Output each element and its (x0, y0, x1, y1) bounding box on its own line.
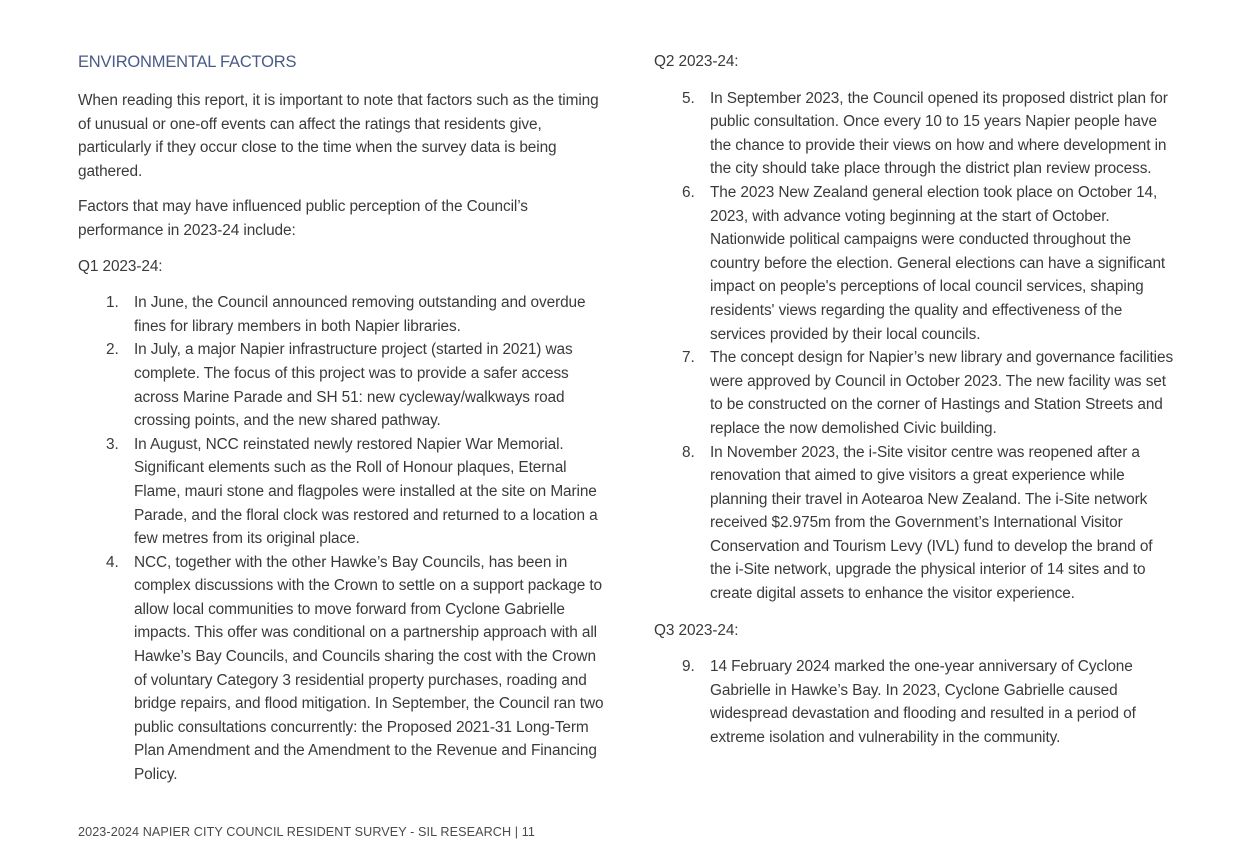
q2-list (654, 87, 1174, 606)
list-item (654, 441, 1174, 606)
list-item-number: 6. (682, 183, 695, 201)
list-item-number: 8. (682, 443, 695, 461)
list-item-text: In November 2023, the i-Site visitor centre was reopened after a renovation that aimed to give visitors a great experience while planning their travel in Aotearoa New Zealand. The i-Site network received $2.975m from the Government’s International Visitor Conservation and Tourism Levy (IVL) fund to develop the brand of the i-Site network, upgrade the physical interior of 14 sites and to create digital assets to enhance the visitor experience. (710, 443, 1153, 603)
list-item-number: 9. (682, 658, 695, 676)
list-item (654, 87, 1174, 181)
list-item-text: In June, the Council announced removing outstanding and overdue fines for library members in both Napier libraries. (134, 294, 586, 335)
list-item-text: NCC, together with the other Hawke’s Bay Councils, has been in complex discussions with the Crown to settle on a support package to allow local communities to move forward from Cyclone Gabrielle impacts. This offer was conditional on a partnership approach with all Hawke’s Bay Councils, and Councils sharing the cost with the Crown of voluntary Category 3 residential property purchases, roading and bridge repairs, and flood mitigation. In September, the Council ran two public consultations concurrently: the Proposed 2021-31 Long-Term Plan Amendment and the Amendment to the Revenue and Financing Policy. (134, 553, 604, 784)
list-item-text: In August, NCC reinstated newly restored Napier War Memorial. Significant elements such as the Roll of Honour plaques, Eternal Flame, mauri stone and flagpoles were installed at the site on Marine Parade, and the floral clock was restored and returned to a location a few metres from its original place. (134, 435, 598, 548)
list-item (78, 433, 606, 551)
q3-list (654, 655, 1174, 749)
list-item (654, 181, 1174, 346)
q1-label: Q1 2023-24: (78, 257, 163, 275)
list-item-text: The concept design for Napier’s new library and governance facilities were approved by Council in October 2023. The new facility was set to be constructed on the corner of Hastings and Station Streets and replace the now demolished Civic building. (710, 349, 1174, 437)
list-item-text: In July, a major Napier infrastructure project (started in 2021) was complete. The focus of this project was to provide a safer access across Marine Parade and SH 51: new cycleway/walkways road crossing points, and the new shared pathway. (134, 341, 573, 430)
q2-label: Q2 2023-24: (654, 53, 739, 70)
right-column (654, 50, 1174, 763)
q3-label: Q3 2023-24: (654, 621, 739, 639)
list-item-number: 4. (106, 553, 119, 571)
factors-paragraph: Factors that may have influenced public perception of the Council’s performance in 2023-24 include: (78, 198, 528, 239)
page-footer: 2023-2024 NAPIER CITY COUNCIL RESIDENT SURVEY - SIL RESEARCH | 11 (78, 825, 536, 839)
list-item (654, 346, 1174, 440)
list-item-number: 1. (106, 294, 119, 312)
list-item (78, 291, 606, 338)
list-item-number: 7. (682, 349, 695, 367)
list-item-number: 2. (106, 341, 119, 359)
list-item (78, 338, 606, 432)
list-item (654, 655, 1174, 749)
list-item-number: 5. (682, 89, 695, 107)
list-item-number: 3. (106, 435, 119, 453)
list-item (78, 551, 606, 787)
q1-list (78, 291, 606, 786)
left-column (78, 50, 606, 799)
list-item-text: The 2023 New Zealand general election took place on October 14, 2023, with advance voting beginning at the start of October. Nationwide political campaigns were conducted throughout the country before the election. General elections can have a significant impact on people's perceptions of local council services, shaping residents' views regarding the quality and effectiveness of the services provided by their local councils. (710, 183, 1166, 343)
list-item-text: 14 February 2024 marked the one-year anniversary of Cyclone Gabrielle in Hawke’s Bay. In 2023, Cyclone Gabrielle caused widespread devastation and flooding and resulted in a period of extreme isolation and vulnerability in the community. (710, 658, 1136, 747)
list-item-text: In September 2023, the Council opened its proposed district plan for public consultation. Once every 10 to 15 years Napier people have the chance to provide their views on how and where development in the city should take place through the district plan review process. (710, 89, 1168, 178)
section-heading: ENVIRONMENTAL FACTORS (78, 53, 297, 71)
intro-paragraph: When reading this report, it is important to note that factors such as the timing of unusual or one-off events can affect the ratings that residents give, particularly if they occur close to the time when the survey data is being gathered. (78, 92, 599, 180)
